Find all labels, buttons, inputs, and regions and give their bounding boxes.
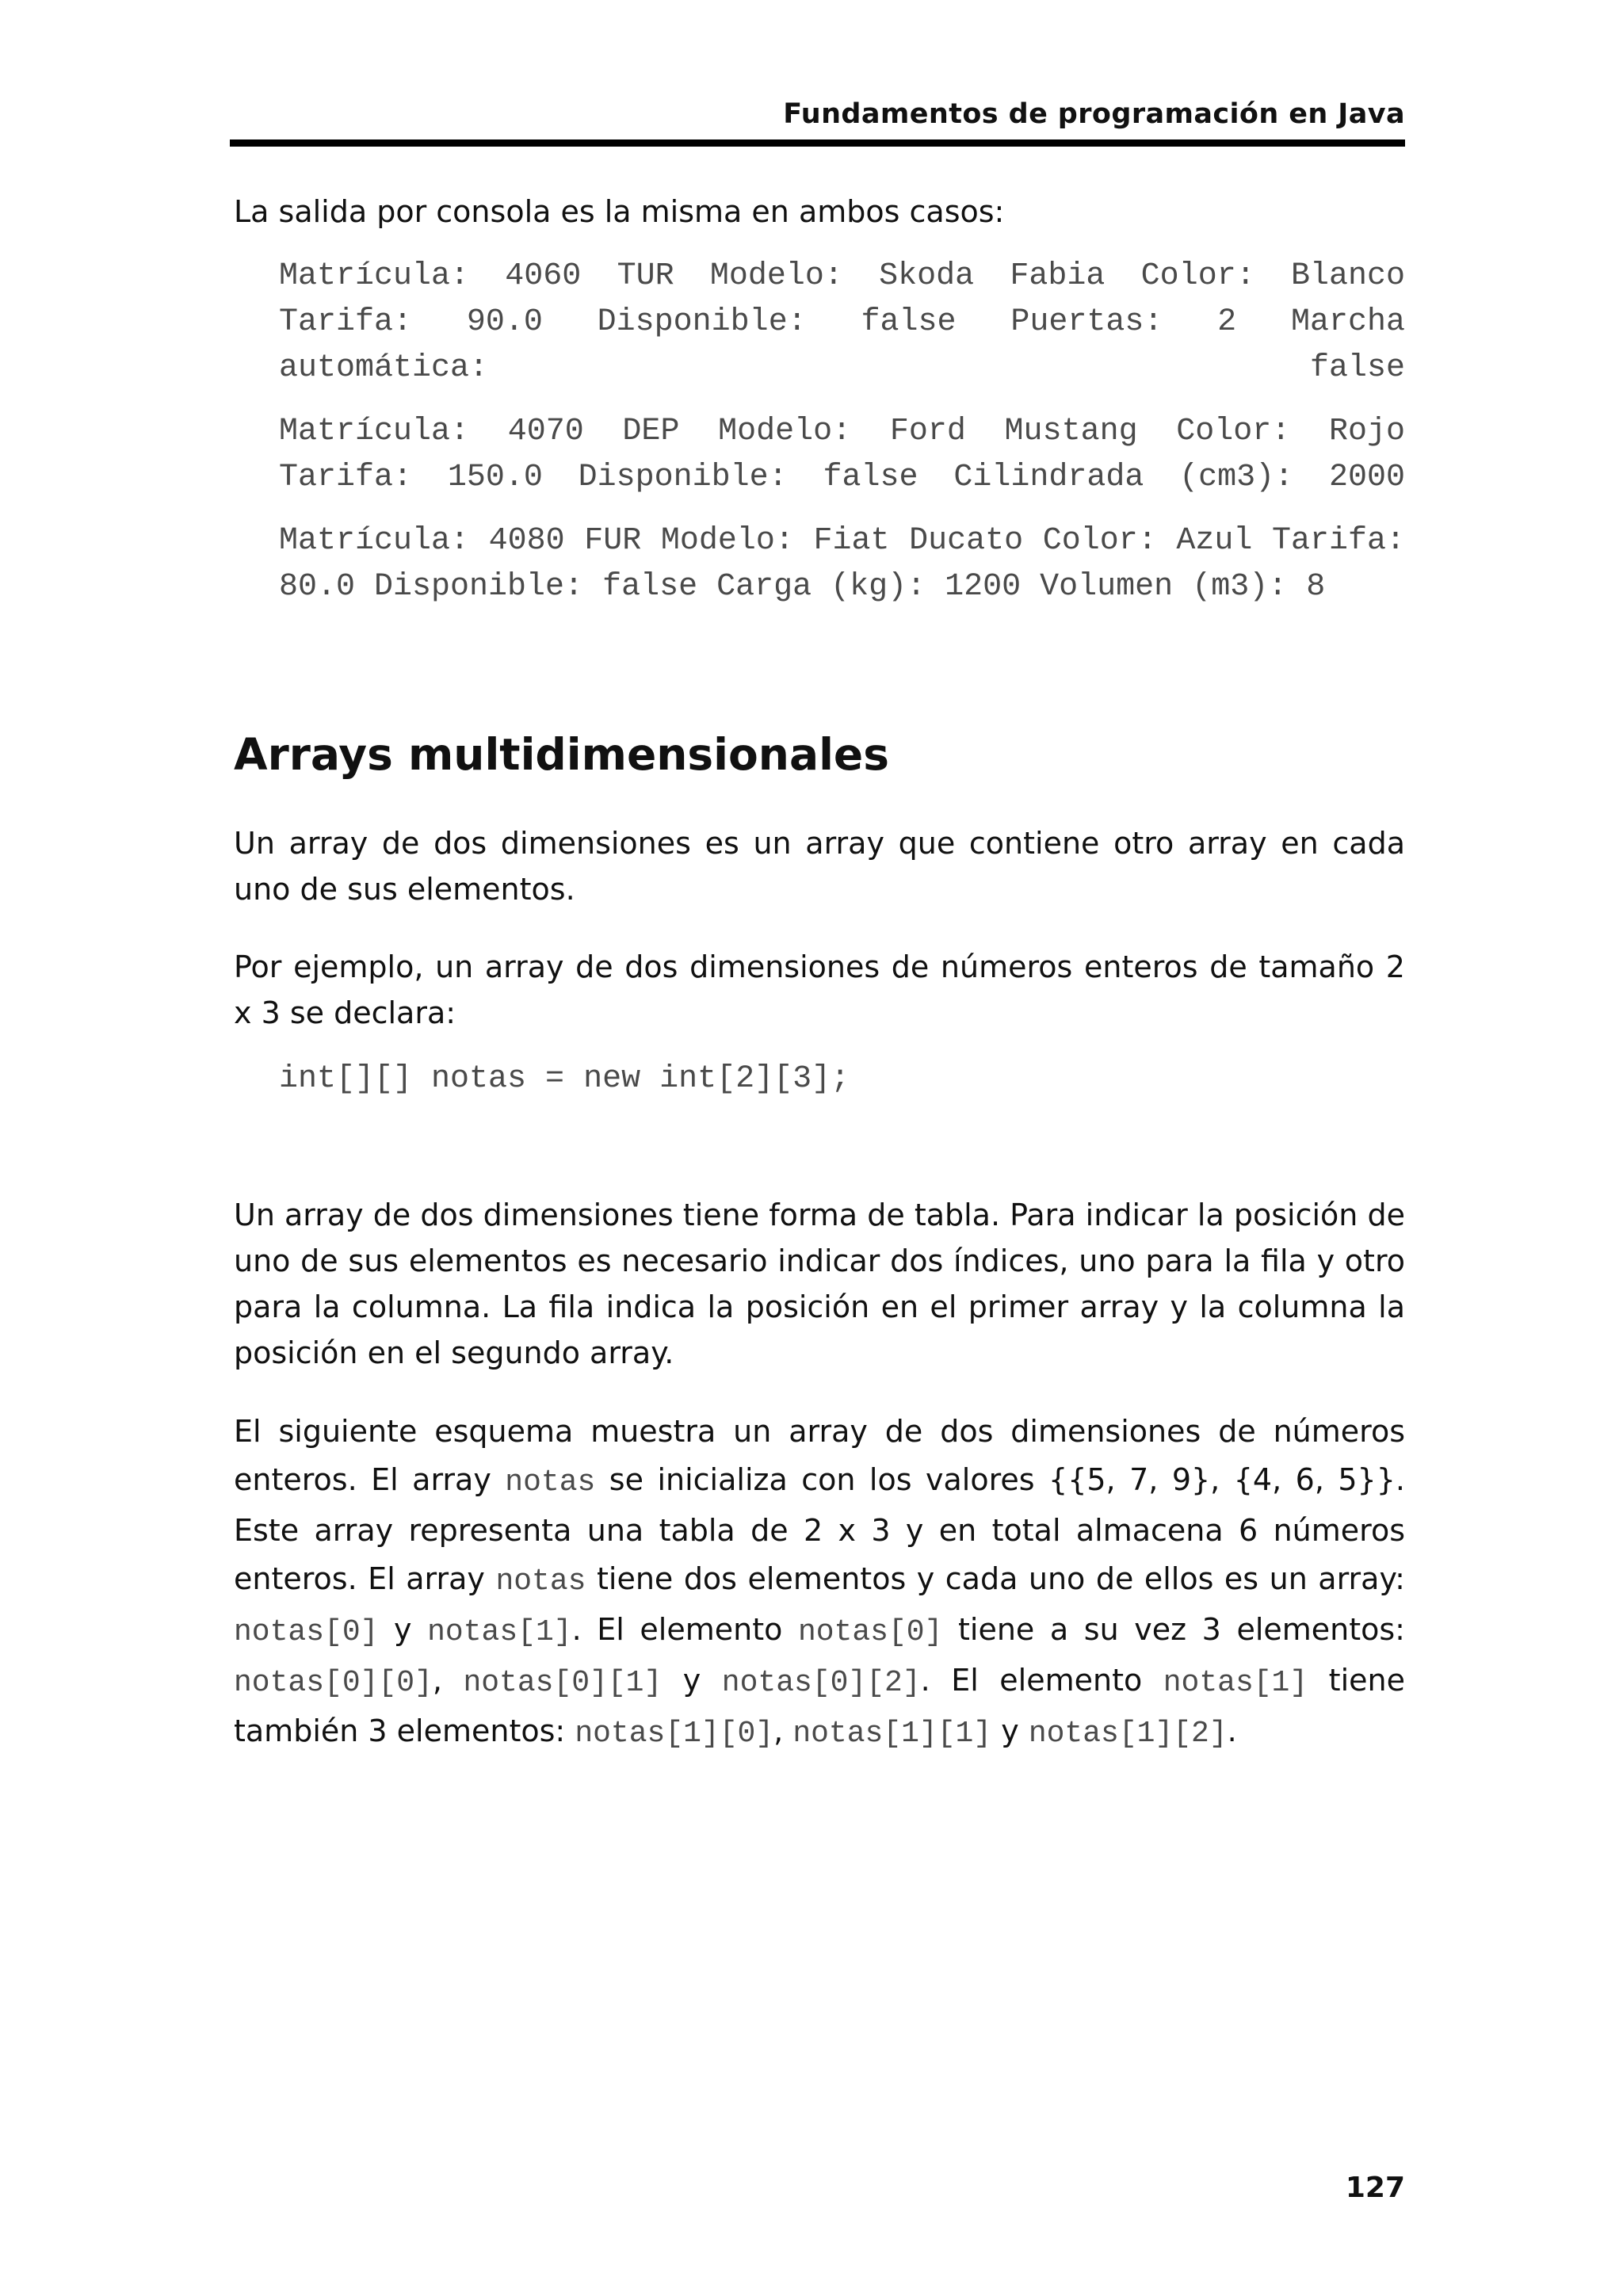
- text-run: y: [378, 1612, 428, 1647]
- paragraph-schema: [234, 1408, 1405, 1758]
- running-header: Fundamentos de programación en Java: [783, 98, 1405, 130]
- text-run: ,: [773, 1713, 793, 1748]
- text-run: .: [1227, 1713, 1237, 1748]
- text-run: tiene dos elementos y cada uno de ellos es un array:: [586, 1561, 1405, 1596]
- header-rule: [230, 139, 1405, 147]
- text-run: y: [662, 1663, 722, 1698]
- code-notas-0: notas[0]: [797, 1615, 943, 1649]
- book-page: [234, 0, 1405, 2296]
- text-run: El siguiente esquema muestra un array de dos dimensiones de números enteros. El array: [234, 1414, 1405, 1497]
- paragraph-definition: Un array de dos dimensiones es un array que contiene otro array en cada uno de sus elementos.: [234, 826, 1405, 907]
- intro-paragraph: La salida por consola es la misma en ambos casos:: [234, 194, 1005, 229]
- text-run: . El elemento: [571, 1612, 798, 1647]
- text-run: . El elemento: [920, 1663, 1163, 1698]
- code-notas-1-1: notas[1][1]: [792, 1717, 992, 1751]
- code-notas-0-0: notas[0][0]: [234, 1666, 433, 1700]
- code-notas-1: notas[1]: [427, 1615, 572, 1649]
- code-notas-1: notas[1]: [1163, 1666, 1308, 1700]
- paragraph-table-form: Un array de dos dimensiones tiene forma de tabla. Para indicar la posición de uno de sus elementos es necesario indicar dos índices, uno para la fila y otro para la columna. La fila indica la posición en el primer array y la columna la posición en el segundo array.: [234, 1198, 1405, 1370]
- text-run: se inicializa con los valores {{5, 7, 9}, {4, 6, 5}}. Este array representa una tabla de 2 x 3 y en total almacena 6 números enteros. El array: [234, 1462, 1405, 1596]
- code-notas-1-0: notas[1][0]: [575, 1717, 774, 1751]
- text-run: ,: [432, 1663, 464, 1698]
- console-output-3: Matrícula: 4080 FUR Modelo: Fiat Ducato Color: Azul Tarifa: 80.0 Disponible: false Carga (kg): 1200 Volumen (m3): 8: [279, 523, 1405, 605]
- code-notas-0-2: notas[0][2]: [721, 1666, 921, 1700]
- page-number: 127: [1345, 2172, 1405, 2204]
- code-notas: notas: [495, 1564, 586, 1599]
- page-content: [234, 189, 1405, 1758]
- code-notas-1-2: notas[1][2]: [1028, 1717, 1228, 1751]
- text-run: y: [991, 1713, 1029, 1748]
- code-notas-0-1: notas[0][1]: [463, 1666, 663, 1700]
- text-run: tiene a su vez 3 elementos:: [942, 1612, 1405, 1647]
- code-notas: notas: [505, 1465, 596, 1499]
- text-run: tiene también 3 elementos:: [234, 1663, 1405, 1748]
- code-notas-0: notas[0]: [234, 1615, 379, 1649]
- paragraph-example: Por ejemplo, un array de dos dimensiones de números enteros de tamaño 2 x 3 se declara:: [234, 949, 1405, 1030]
- code-declaration: int[][] notas = new int[2][3];: [279, 1061, 850, 1097]
- console-output-1: Matrícula: 4060 TUR Modelo: Skoda Fabia Color: Blanco Tarifa: 90.0 Disponible: false Puertas: 2 Marcha automática: false: [279, 258, 1405, 386]
- section-heading: Arrays multidimensionales: [234, 729, 889, 780]
- console-output-2: Matrícula: 4070 DEP Modelo: Ford Mustang Color: Rojo Tarifa: 150.0 Disponible: false Cilindrada (cm3): 2000: [279, 414, 1405, 495]
